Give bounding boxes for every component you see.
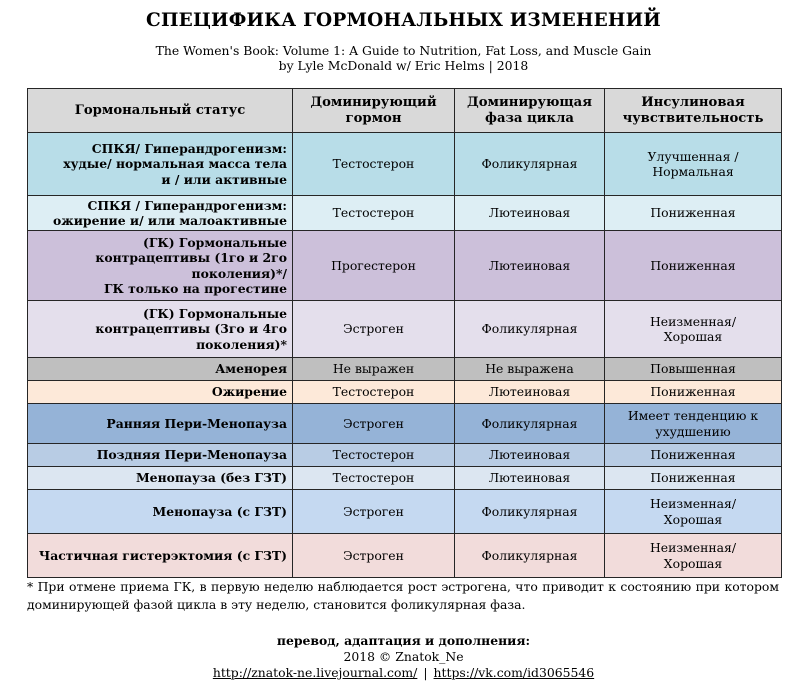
status-cell-line: (ГК) Гормональные	[143, 305, 287, 321]
hormone-cell-line: Тестостерон	[332, 205, 415, 221]
hormone-cell	[293, 404, 455, 444]
insulin-cell-line: Нормальная	[652, 164, 734, 179]
livejournal-link[interactable]: http://znatok-ne.livejournal.com/	[212, 665, 418, 680]
phase-cell-line: Лютеиновая	[488, 447, 571, 463]
status-cell-line: ГК только на прогестине	[103, 281, 287, 296]
table-row	[28, 301, 782, 358]
phase-cell	[455, 404, 605, 444]
insulin-cell	[605, 301, 782, 358]
table-row	[28, 534, 782, 578]
status-cell	[28, 133, 293, 196]
status-cell-line: СПКЯ/ Гиперандрогенизм:	[91, 140, 287, 156]
insulin-cell-line: Имеет тенденцию к	[627, 408, 759, 423]
status-cell-line: СПКЯ / Гиперандрогенизм:	[87, 197, 287, 213]
insulin-cell-line: Пониженная	[650, 447, 736, 463]
hormone-cell	[293, 231, 455, 301]
hormone-cell-line: Не выражен	[332, 361, 415, 377]
insulin-cell	[605, 196, 782, 231]
hormone-cell	[293, 358, 455, 381]
hormone-cell	[293, 301, 455, 358]
phase-cell-line: Фоликулярная	[481, 321, 578, 337]
credits-copyright: 2018 © Znatok_Ne	[343, 649, 464, 664]
phase-cell-line: Фоликулярная	[481, 503, 578, 519]
header-phase: Доминирующая фаза цикла	[455, 89, 605, 133]
table-header-row	[28, 89, 782, 133]
insulin-cell-line: Неизменная/	[649, 540, 737, 555]
phase-cell-line: Фоликулярная	[481, 156, 578, 172]
insulin-cell-line: Хорошая	[663, 511, 723, 527]
table-body	[28, 133, 782, 578]
phase-cell	[455, 133, 605, 196]
vk-link[interactable]: https://vk.com/id3065546	[433, 665, 595, 680]
status-cell	[28, 467, 293, 490]
insulin-cell	[605, 444, 782, 467]
status-cell	[28, 534, 293, 578]
status-cell	[28, 358, 293, 381]
status-cell-line: ожирение и/ или малоактивные	[52, 213, 287, 228]
insulin-cell	[605, 133, 782, 196]
table-row	[28, 490, 782, 534]
credits-links	[0, 665, 807, 681]
table-row	[28, 444, 782, 467]
phase-cell-line: Лютеиновая	[488, 470, 571, 486]
status-cell-line: Менопауза (без ГЗТ)	[135, 470, 287, 486]
status-cell-line: Аменорея	[215, 361, 287, 377]
hormone-cell-line: Эстроген	[343, 503, 404, 519]
phase-cell	[455, 490, 605, 534]
hormone-cell-line: Тестостерон	[332, 384, 415, 400]
phase-cell	[455, 381, 605, 404]
phase-cell-line: Лютеиновая	[488, 384, 571, 400]
status-cell-line: контрацептивы (3го и 4го	[95, 321, 287, 337]
phase-cell-line: Фоликулярная	[481, 547, 578, 563]
insulin-cell	[605, 404, 782, 444]
insulin-cell-line: Пониженная	[650, 205, 736, 221]
insulin-cell	[605, 358, 782, 381]
table-row	[28, 133, 782, 196]
phase-cell-line: Не выражена	[485, 361, 574, 377]
phase-cell	[455, 358, 605, 381]
phase-cell	[455, 467, 605, 490]
status-cell-line: Поздняя Пери-Менопауза	[96, 447, 287, 463]
book-subtitle: The Women's Book: Volume 1: A Guide to Nutrition, Fat Loss, and Muscle Gain	[155, 43, 652, 58]
hormone-cell	[293, 133, 455, 196]
hormone-cell-line: Тестостерон	[332, 156, 415, 172]
status-cell-line: поколения)*	[196, 336, 287, 352]
hormone-cell-line: Тестостерон	[332, 470, 415, 486]
hormone-cell	[293, 444, 455, 467]
status-cell-line: Ожирение	[211, 384, 287, 400]
table-row	[28, 231, 782, 301]
credits	[0, 633, 807, 681]
insulin-cell-line: ухудшению	[655, 423, 731, 439]
page-title: СПЕЦИФИКА ГОРМОНАЛЬНЫХ ИЗМЕНЕНИЙ	[146, 10, 661, 31]
insulin-cell	[605, 381, 782, 404]
phase-cell	[455, 196, 605, 231]
hormone-cell	[293, 381, 455, 404]
insulin-cell-line: Пониженная	[650, 470, 736, 486]
link-separator: |	[423, 665, 428, 680]
phase-cell-line: Лютеиновая	[488, 205, 571, 221]
insulin-cell-line: Улучшенная /	[647, 148, 739, 164]
hormone-cell-line: Тестостерон	[332, 447, 415, 463]
status-cell	[28, 444, 293, 467]
insulin-cell-line: Пониженная	[650, 257, 736, 273]
authors-subtitle: by Lyle McDonald w/ Eric Helms | 2018	[278, 58, 529, 73]
status-cell-line: контрацептивы (1го и 2го	[95, 250, 287, 265]
insulin-cell	[605, 534, 782, 578]
table-row	[28, 196, 782, 231]
status-cell	[28, 196, 293, 231]
insulin-cell-line: Неизменная/	[649, 496, 737, 511]
hormone-cell	[293, 467, 455, 490]
status-cell-line: (ГК) Гормональные	[143, 234, 287, 250]
credits-heading: перевод, адаптация и дополнения:	[276, 633, 531, 648]
phase-cell-line: Лютеиновая	[488, 257, 571, 273]
status-cell	[28, 231, 293, 301]
status-cell	[28, 301, 293, 358]
table-row	[28, 381, 782, 404]
insulin-cell-line: Хорошая	[663, 555, 723, 571]
hormone-cell	[293, 196, 455, 231]
hormone-table	[27, 88, 782, 578]
header-hormone: Доминирующий гормон	[293, 89, 455, 133]
status-cell	[28, 404, 293, 444]
phase-cell	[455, 301, 605, 358]
status-cell-line: Ранняя Пери-Менопауза	[106, 415, 287, 431]
status-cell	[28, 490, 293, 534]
phase-cell	[455, 231, 605, 301]
hormone-cell-line: Эстроген	[343, 321, 404, 337]
insulin-cell-line: Повышенная	[650, 361, 736, 377]
status-cell-line: поколения)*/	[191, 265, 287, 281]
status-cell-line: и / или активные	[161, 171, 287, 187]
header-status: Гормональный статус	[28, 89, 293, 133]
header-insulin: Инсулиновая чувствительность	[605, 89, 782, 133]
table-row	[28, 467, 782, 490]
table-row	[28, 358, 782, 381]
hormone-cell-line: Эстроген	[343, 415, 404, 431]
insulin-cell-line: Неизменная/	[649, 313, 737, 329]
status-cell-line: Частичная гистерэктомия (с ГЗТ)	[38, 547, 287, 563]
footnote: * При отмене приема ГК, в первую неделю наблюдается рост эстрогена, что приводит к состоянию при котором доминирующей фазой цикла в эту неделю, становится фоликулярная фаза.	[27, 579, 779, 612]
phase-cell	[455, 444, 605, 467]
status-cell-line: худые/ нормальная масса тела	[63, 156, 287, 172]
insulin-cell	[605, 467, 782, 490]
hormone-cell	[293, 490, 455, 534]
status-cell	[28, 381, 293, 404]
insulin-cell-line: Хорошая	[663, 329, 723, 344]
insulin-cell	[605, 490, 782, 534]
insulin-cell-line: Пониженная	[650, 384, 736, 400]
phase-cell-line: Фоликулярная	[481, 415, 578, 431]
table-row	[28, 404, 782, 444]
hormone-cell-line: Прогестерон	[331, 257, 416, 273]
phase-cell	[455, 534, 605, 578]
status-cell-line: Менопауза (с ГЗТ)	[152, 503, 287, 519]
hormone-cell-line: Эстроген	[343, 547, 404, 563]
hormone-cell	[293, 534, 455, 578]
insulin-cell	[605, 231, 782, 301]
